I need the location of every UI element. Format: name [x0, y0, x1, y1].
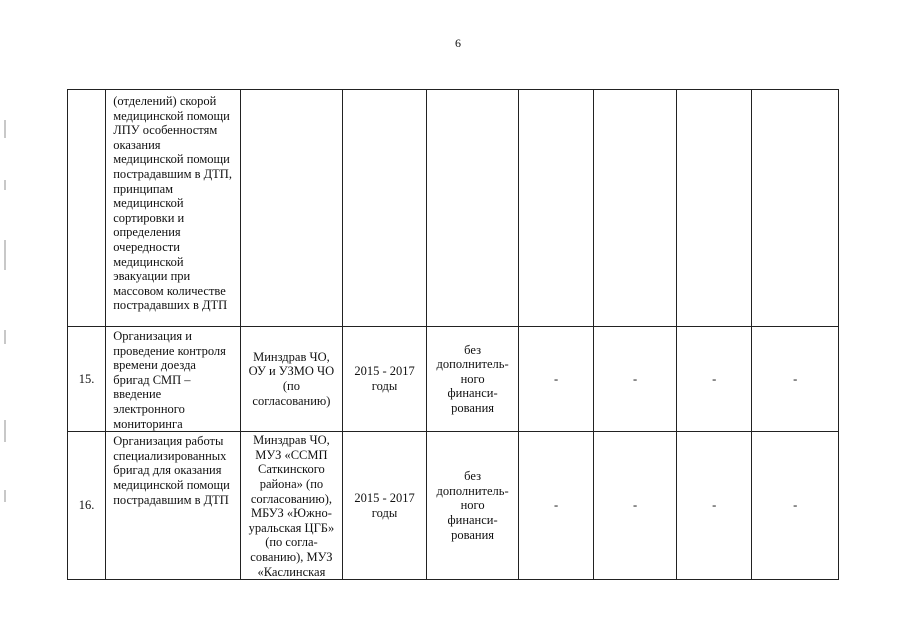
term-cell: 2015 - 2017 годы — [342, 327, 427, 432]
row-number-cell — [68, 90, 106, 327]
measure-name-cell: Организация и проведение контроля времени доезда бригад СМП – введение электронного мониторинга — [106, 327, 241, 432]
value-cell: - — [676, 432, 751, 580]
measures-table — [67, 89, 839, 580]
financing-cell — [427, 90, 519, 327]
financing-cell: без дополнитель- ного финанси- рования — [427, 327, 519, 432]
scan-artifact — [4, 120, 10, 520]
value-cell — [518, 90, 593, 327]
financing-cell: без дополнитель- ного финанси- рования — [427, 432, 519, 580]
value-cell: - — [752, 432, 839, 580]
row-number-cell: 15. — [68, 327, 106, 432]
table-row — [68, 327, 839, 432]
value-cell — [594, 90, 677, 327]
row-number-cell: 16. — [68, 432, 106, 580]
executor-cell: Минздрав ЧО, МУЗ «ССМП Саткинского района» (по согласованию), МБУЗ «Южно- уральская ЦГБ» (по согла- сованию), МУЗ «Каслинская — [241, 432, 343, 580]
value-cell: - — [594, 327, 677, 432]
value-cell — [752, 90, 839, 327]
term-cell: 2015 - 2017 годы — [342, 432, 427, 580]
executor-cell: Минздрав ЧО, ОУ и УЗМО ЧО (по согласованию) — [241, 327, 343, 432]
value-cell: - — [752, 327, 839, 432]
value-cell: - — [518, 327, 593, 432]
executor-cell — [241, 90, 343, 327]
table-row — [68, 432, 839, 580]
measure-name-cell: Организация работы специализированных бригад для оказания медицинской помощи пострадавшим в ДТП — [106, 432, 241, 580]
table-row — [68, 90, 839, 327]
page-number: 6 — [455, 36, 461, 50]
value-cell: - — [518, 432, 593, 580]
value-cell: - — [594, 432, 677, 580]
value-cell: - — [676, 327, 751, 432]
term-cell — [342, 90, 427, 327]
value-cell — [676, 90, 751, 327]
measure-name-cell: (отделений) скорой медицинской помощи ЛПУ особенностям оказания медицинской помощи пострадавшим в ДТП, принципам медицинской сортировки и определения очередности медицинской эвакуации при массовом количестве пострадавших в ДТП — [106, 90, 241, 327]
